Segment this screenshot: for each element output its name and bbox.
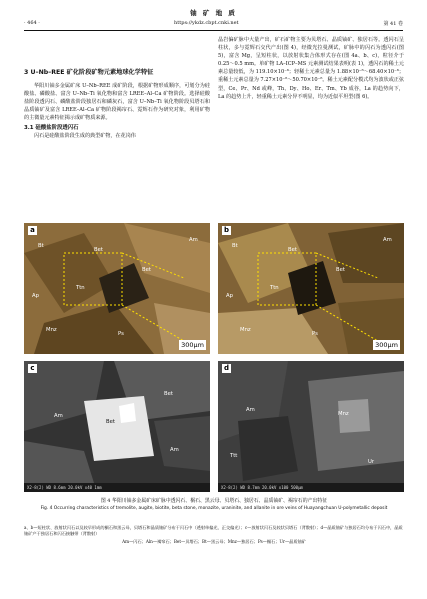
sem-info-bar: X2-8(2) WD 8.6mm 20.0kV x40 1mm: [24, 483, 210, 492]
journal-title: 铀 矿 地 质: [190, 9, 237, 17]
mineral-label: Ps: [118, 331, 124, 337]
micrograph-panel-d: [218, 361, 404, 492]
paragraph: 华阳川铀多金属矿床 U–Nb–REE 成矿阶段，根据矿物形成顺序，可划分为硅酸盐、磷酸盐、富含 U–Nb–Ti 氧化物和富含 LREE–Al–Ca 矿物阶段。选择硅酸盐阶段透闪石、磷酸盐阶段独居石和磷灰石，富含 U–Nb–Ti 氧化物阶段贝塔石和晶质铀矿及富含 LREE–Al–Ca 矿物阶段褐帘石、霓辉石作为研究对象，利用矿物的主微量元素特征揭示成矿物质来源。: [24, 82, 210, 121]
section-title: 3 U–Nb–REE 矿化阶段矿物元素地球化学特征: [24, 69, 154, 76]
mineral-label: Ps: [312, 331, 318, 337]
mineral-label: Mnz: [240, 327, 251, 333]
micrograph-a-image: [24, 223, 210, 354]
mineral-label: Ttt: [230, 453, 238, 459]
journal-url[interactable]: https://ykdz.cbpt.cnki.net: [174, 20, 239, 26]
figure-caption-en: Fig. 4 Occurring characteristics of tremolite, augite, biotite, beta stone, monazite, uraninite, and allanite in ore veins of Huayangchuan U-polymetallic deposit: [40, 506, 388, 511]
panel-letter: b: [223, 226, 229, 234]
mineral-label: Am: [383, 237, 392, 243]
mineral-label: Am: [189, 237, 198, 243]
paragraph: 晶岩偏矿脉中大量产出，矿石矿物主要为贝塔石、晶质铀矿、独居石等。透闪石呈柱状，多与霓辉石交代产出(图 4)，经微光拉曼测试，矿脉中的闪石为透闪石(图 5)，富含 Mg，呈短柱状，以放射状集合体形式存在(图 4a、b、c)，粒径介于 0.25～0.5 mm。单矿物 LA–ICP–MS 元素测试结果表明(表 1)，透闪石的稀土元素总量较低，为 119.10×10⁻⁶；轻稀土元素总量为 1.88×10⁻⁶～68.40×10⁻⁶；重稀土元素总量为 7.27×10⁻⁶～50.70×10⁻⁶。稀土元素配分模式均为波状或正弦型，Ce、Pr、Nd 或峰，Th、Dy、Ho、Er、Tm、Yb 成谷，La 的趋势向下，La 的趋势上升，轻重稀土元素分异不明显，均为近似平坦型(图 6)。: [218, 37, 404, 100]
mineral-label: Bt: [38, 243, 44, 249]
left-column: [24, 36, 210, 140]
volume-number: 第 41 卷: [383, 21, 403, 27]
mineral-label: Bet: [106, 419, 115, 425]
mineral-label: Mnz: [46, 327, 57, 333]
page-number: · 464 ·: [24, 20, 40, 26]
micrograph-b-image: [218, 223, 404, 354]
panel-letter: c: [28, 364, 37, 373]
mineral-label: Am: [170, 447, 179, 453]
paragraph: 闪石是硅酸盐阶段生成的典型矿物，在花岗伟: [34, 133, 136, 140]
figure-caption-cn: 图 4 华阳川铀多金属矿床矿脉中透闪石、榍石、黑云母、贝塔石、独居石、晶质铀矿、褐帘石的产出特征: [100, 498, 328, 504]
mineral-label: Bet: [336, 267, 345, 273]
micrograph-c-image: [24, 361, 210, 492]
mineral-label: Ap: [226, 293, 233, 299]
mineral-label: Bet: [142, 267, 151, 273]
figure-4: [24, 223, 404, 493]
subsection-title: 3.1 硅酸盐阶段透闪石: [24, 124, 79, 131]
mineral-label: Am: [54, 413, 63, 419]
mineral-label: Mnz: [338, 411, 349, 417]
mineral-label: Am: [246, 407, 255, 413]
running-header: [24, 20, 403, 30]
right-column: [218, 36, 404, 101]
mineral-label: Bet: [288, 247, 297, 253]
micrograph-panel-a: [24, 223, 210, 354]
mineral-label: Ur: [368, 459, 375, 465]
micrograph-panel-b: [218, 223, 404, 354]
scale-bar: 300μm: [375, 341, 398, 349]
panel-letter: d: [223, 364, 229, 372]
scale-bar: 300μm: [181, 341, 204, 349]
header-rule: [24, 30, 403, 31]
mineral-label: Ttn: [76, 285, 85, 291]
mineral-label: Bet: [164, 391, 173, 397]
figure-note: a、b—短柱状、放射状闪石以及较早形成的榍石和黑云母，贝塔石和晶质铀矿分布于闪石中（透射单偏光、正交偏光）；c—放射状闪石及较状贝塔石（背散射）；d—晶质铀矿与独居石均分布于闪石中，晶质铀矿产于独居石和闪石接触带（背散射）: [24, 525, 403, 537]
mineral-label: Bt: [232, 243, 238, 249]
figure-abbreviations: Am—闪石；Aln—褐帘石；Bet—贝塔石；Bt—黑云母；Mnz—独居石；Ps—榍石；Ur—晶质铀矿: [122, 539, 306, 544]
mineral-label: Bet: [94, 247, 103, 253]
mineral-label: Ttn: [270, 285, 279, 291]
panel-letter: a: [28, 226, 37, 235]
micrograph-d-image: [218, 361, 404, 492]
sem-info-bar: X2-8(2) WD 8.7mm 20.0kV x100 500μm: [218, 483, 404, 492]
mineral-label: Ap: [32, 293, 39, 299]
micrograph-panel-c: [24, 361, 210, 492]
